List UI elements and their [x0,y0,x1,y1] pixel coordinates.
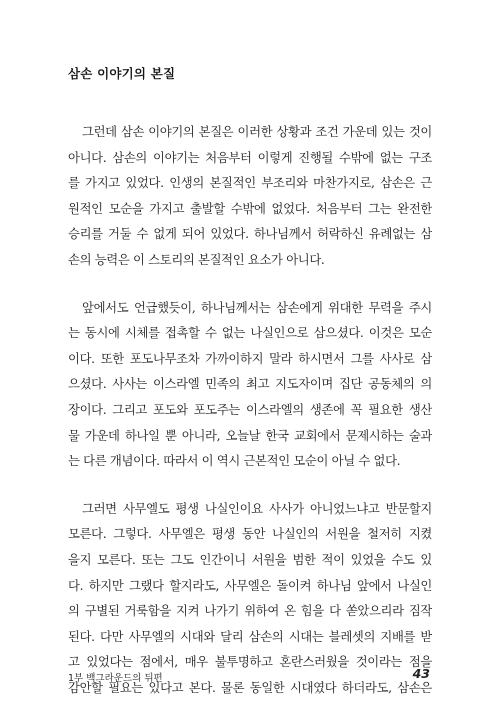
text-line: 장이다. 그리고 포도와 포도주는 이스라엘의 생존에 꼭 필요한 생산 [68,402,432,417]
section-heading: 삼손 이야기의 본질 [68,66,176,81]
text-line: 고 있었다는 점에서, 매우 불투명하고 혼란스러웠을 것이라는 점을 [68,655,432,670]
text-line: 는 동시에 시체를 접촉할 수 없는 나실인으로 삼으셨다. 이것은 모순 [68,326,432,341]
text-line: 그러면 사무엘도 평생 나실인이요 사사가 아니었느냐고 반문할지 [82,501,432,516]
text-line: 으셨다. 사사는 이스라엘 민족의 최고 지도자이며 집단 공동체의 의 [68,377,432,392]
text-line: 아니다. 삼손의 이야기는 처음부터 이렇게 진행될 수밖에 없는 구조 [68,150,432,165]
text-line: 된다. 다만 사무엘의 시대와 달리 삼손의 시대는 블레셋의 지배를 받 [68,629,432,644]
text-line: 손의 능력은 이 스토리의 본질적인 요소가 아니다. [68,252,325,267]
text-line: 의 구별된 거룩함을 지켜 나가기 위하여 온 힘을 다 쏟았으리라 짐작 [68,604,432,619]
text-line: 앞에서도 언급했듯이, 하나님께서는 삼손에게 위대한 무력을 주시 [82,300,432,315]
text-line: 물 가운데 하나일 뿐 아니라, 오늘날 한국 교회에서 문제시하는 술과 [68,428,432,443]
text-line: 을지 모른다. 또는 그도 인간이니 서원을 범한 적이 있었을 수도 있 [68,552,432,567]
text-line: 이다. 또한 포도나무조차 가까이하지 말라 하시면서 그를 사사로 삼 [68,351,432,366]
running-footer: 1부 백그라운드의 뒤편 [68,673,163,684]
text-line: 모른다. 그렇다. 사무엘은 평생 동안 나실인의 서원을 철저히 지켰 [68,527,432,542]
text-line: 원적인 모순을 가지고 출발할 수밖에 없었다. 처음부터 그는 완전한 [68,201,432,216]
text-line: 감안할 필요는 있다고 본다. 물론 동일한 시대였다 하더라도, 삼손은 [68,680,432,695]
text-line: 를 가지고 있었다. 인생의 본질적인 부조리와 마찬가지로, 삼손은 근 [68,176,432,191]
paragraph-2 [68,296,432,475]
body-text [68,120,432,701]
text-line: 는 다른 개념이다. 따라서 이 역시 근본적인 모순이 아닐 수 없다. [68,454,401,469]
text-line: 다. 하지만 그랬다 할지라도, 사무엘은 돌이켜 하나님 앞에서 나실인 [68,578,432,593]
text-line: 승리를 거둘 수 없게 되어 있었다. 하나님께서 허락하신 유례없는 삼 [68,227,432,242]
paragraph-1 [68,120,432,274]
page-number: 43 [412,666,430,681]
text-line: 그런데 삼손 이야기의 본질은 이러한 상황과 조건 가운데 있는 것이 [82,125,432,139]
